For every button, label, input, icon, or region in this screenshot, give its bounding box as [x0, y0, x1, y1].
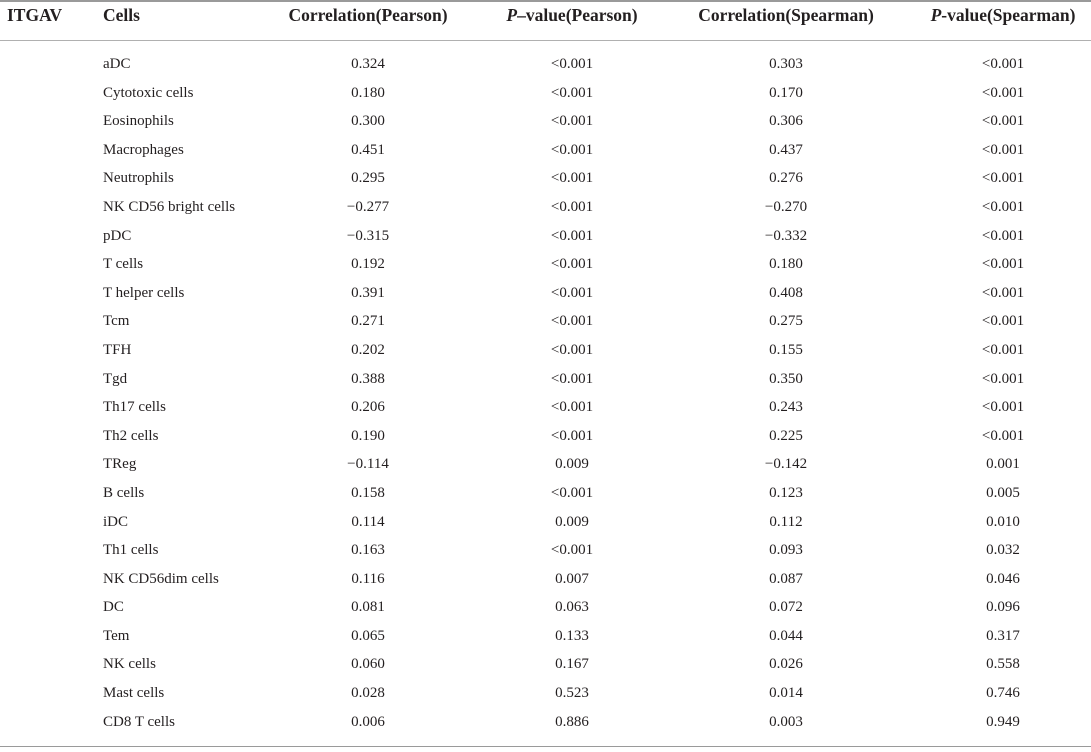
table-row — [0, 50, 1091, 79]
correlation-spearman-value: 0.072 — [769, 599, 803, 616]
correlation-spearman-value: 0.112 — [769, 513, 803, 530]
p-value-pearson-value: <0.001 — [550, 484, 594, 501]
p-value-spearman-value: <0.001 — [981, 370, 1025, 387]
table-row — [0, 164, 1091, 193]
correlation-pearson-value: 0.388 — [351, 370, 385, 387]
correlation-pearson-value: 0.180 — [351, 84, 385, 101]
cell-type: Neutrophils — [103, 170, 174, 187]
correlation-pearson-value: 0.295 — [351, 170, 385, 187]
table-row — [0, 107, 1091, 136]
correlation-spearman-value: 0.180 — [769, 256, 803, 273]
p-value-spearman-value: 0.317 — [986, 627, 1020, 644]
p-value-spearman-value: 0.096 — [986, 599, 1020, 616]
table-row — [0, 336, 1091, 365]
p-value-spearman-value: <0.001 — [981, 341, 1025, 358]
p-value-pearson-value: 0.009 — [555, 456, 589, 473]
correlation-pearson-value: 0.202 — [351, 341, 385, 358]
cell-type: Th17 cells — [103, 399, 166, 416]
header-correlation-pearson: Correlation(Pearson) — [288, 5, 448, 25]
table-row — [0, 679, 1091, 708]
correlation-pearson-value: −0.315 — [346, 227, 390, 244]
cell-type: Th2 cells — [103, 427, 159, 444]
p-value-pearson-value: <0.001 — [550, 427, 594, 444]
p-value-spearman-value: <0.001 — [981, 313, 1025, 330]
cell-type: CD8 T cells — [103, 713, 175, 730]
p-value-spearman-value: <0.001 — [981, 256, 1025, 273]
table-body — [0, 50, 1091, 736]
header-cells: Cells — [103, 5, 140, 25]
correlation-spearman-value: 0.276 — [769, 170, 803, 187]
cell-type: Mast cells — [103, 685, 165, 702]
p-value-pearson-value: <0.001 — [550, 341, 594, 358]
p-value-spearman-value: 0.046 — [986, 570, 1020, 587]
table-row — [0, 136, 1091, 165]
table-header-rule — [0, 40, 1091, 41]
cell-type: T helper cells — [103, 284, 185, 301]
p-value-spearman-value: <0.001 — [981, 170, 1025, 187]
cell-type: Tgd — [103, 370, 128, 387]
table-row — [0, 79, 1091, 108]
correlation-spearman-value: 0.350 — [769, 370, 803, 387]
p-value-pearson-value: <0.001 — [550, 313, 594, 330]
correlation-pearson-value: 0.114 — [351, 513, 385, 530]
table-row — [0, 593, 1091, 622]
p-value-spearman-value: 0.949 — [986, 713, 1020, 730]
cell-type: NK CD56dim cells — [103, 570, 219, 587]
correlation-spearman-value: −0.270 — [764, 198, 808, 215]
p-value-spearman-value: <0.001 — [981, 227, 1025, 244]
cell-type: Macrophages — [103, 141, 184, 158]
correlation-spearman-value: 0.044 — [769, 627, 803, 644]
cell-type: T cells — [103, 256, 144, 273]
cell-type: NK CD56 bright cells — [103, 198, 236, 215]
correlation-spearman-value: −0.332 — [764, 227, 808, 244]
correlation-spearman-value: 0.170 — [769, 84, 803, 101]
correlation-spearman-value: 0.087 — [769, 570, 803, 587]
correlation-pearson-value: 0.081 — [351, 599, 385, 616]
correlation-pearson-value: −0.277 — [346, 198, 390, 215]
correlation-pearson-value: 0.391 — [351, 284, 385, 301]
correlation-spearman-value: 0.014 — [769, 685, 803, 702]
table-row — [0, 393, 1091, 422]
correlation-spearman-value: 0.093 — [769, 542, 803, 559]
table-row — [0, 708, 1091, 737]
table-row — [0, 508, 1091, 537]
correlation-spearman-value: 0.026 — [769, 656, 803, 673]
p-value-spearman-value: <0.001 — [981, 399, 1025, 416]
cell-type: Eosinophils — [103, 113, 174, 130]
p-value-spearman-value: 0.558 — [986, 656, 1020, 673]
p-value-pearson-value: 0.133 — [555, 627, 589, 644]
p-value-pearson-value: <0.001 — [550, 227, 594, 244]
table-row — [0, 450, 1091, 479]
p-value-pearson-value: <0.001 — [550, 198, 594, 215]
p-value-pearson-value: 0.886 — [555, 713, 589, 730]
p-value-spearman-value: 0.001 — [986, 456, 1020, 473]
p-value-pearson-value: <0.001 — [550, 113, 594, 130]
correlation-pearson-value: −0.114 — [347, 456, 389, 473]
p-value-spearman-value: <0.001 — [981, 284, 1025, 301]
cell-type: pDC — [103, 227, 132, 244]
correlation-spearman-value: 0.408 — [769, 284, 803, 301]
header-p-value-spearman-rest: -value(Spearman) — [941, 5, 1076, 25]
p-value-spearman-value: <0.001 — [981, 141, 1025, 158]
cell-type: Tem — [103, 627, 130, 644]
table-header — [0, 0, 1091, 40]
table-row — [0, 650, 1091, 679]
p-value-pearson-value: 0.523 — [555, 685, 589, 702]
correlation-spearman-value: 0.155 — [769, 341, 803, 358]
header-p-value-spearman — [931, 2, 1076, 28]
p-value-spearman-value: 0.010 — [986, 513, 1020, 530]
p-value-pearson-value: <0.001 — [550, 170, 594, 187]
correlation-pearson-value: 0.271 — [351, 313, 385, 330]
p-value-pearson-value: 0.063 — [555, 599, 589, 616]
p-value-pearson-value: 0.167 — [555, 656, 589, 673]
p-value-spearman-value: <0.001 — [981, 198, 1025, 215]
table-row — [0, 422, 1091, 451]
cell-type: Th1 cells — [103, 542, 159, 559]
correlation-pearson-value: 0.451 — [351, 141, 385, 158]
correlation-spearman-value: 0.303 — [769, 56, 803, 72]
correlation-spearman-value: 0.275 — [769, 313, 803, 330]
correlation-pearson-value: 0.300 — [351, 113, 385, 130]
correlation-spearman-value: 0.306 — [769, 113, 803, 130]
correlation-spearman-value: 0.003 — [769, 713, 803, 730]
table-row — [0, 479, 1091, 508]
header-p-italic: P — [930, 5, 942, 25]
table-bottom-rule — [0, 746, 1091, 747]
header-correlation-spearman: Correlation(Spearman) — [698, 5, 874, 25]
p-value-pearson-value: <0.001 — [550, 56, 594, 72]
table-row — [0, 222, 1091, 251]
cell-type: TReg — [103, 456, 137, 473]
header-p-italic: P — [506, 5, 518, 25]
correlation-spearman-value: 0.225 — [769, 427, 803, 444]
table-row — [0, 622, 1091, 651]
correlation-pearson-value: 0.158 — [351, 484, 385, 501]
header-p-value-pearson — [506, 2, 637, 28]
p-value-spearman-value: 0.005 — [986, 484, 1020, 501]
p-value-pearson-value: <0.001 — [550, 370, 594, 387]
table-row — [0, 536, 1091, 565]
cell-type: iDC — [103, 513, 129, 530]
correlation-spearman-value: −0.142 — [764, 456, 808, 473]
correlation-pearson-value: 0.206 — [351, 399, 385, 416]
correlation-spearman-value: 0.437 — [769, 141, 803, 158]
p-value-pearson-value: <0.001 — [550, 256, 594, 273]
correlation-spearman-value: 0.243 — [769, 399, 803, 416]
table-row — [0, 193, 1091, 222]
table-row — [0, 365, 1091, 394]
p-value-pearson-value: <0.001 — [550, 284, 594, 301]
p-value-pearson-value: 0.007 — [555, 570, 589, 587]
correlation-pearson-value: 0.028 — [351, 685, 385, 702]
cell-type: Tcm — [103, 313, 130, 330]
table-row — [0, 250, 1091, 279]
p-value-spearman-value: <0.001 — [981, 427, 1025, 444]
table-row — [0, 279, 1091, 308]
table-row — [0, 565, 1091, 594]
cell-type: Cytotoxic cells — [103, 84, 194, 101]
correlation-pearson-value: 0.190 — [351, 427, 385, 444]
correlation-pearson-value: 0.163 — [351, 542, 385, 559]
header-p-value-pearson-rest: –value(Pearson) — [517, 5, 638, 25]
cell-type: B cells — [103, 484, 145, 501]
cell-type: aDC — [103, 56, 131, 72]
p-value-pearson-value: 0.009 — [555, 513, 589, 530]
correlation-spearman-value: 0.123 — [769, 484, 803, 501]
correlation-pearson-value: 0.324 — [351, 56, 385, 72]
p-value-pearson-value: <0.001 — [550, 399, 594, 416]
correlation-pearson-value: 0.116 — [351, 570, 385, 587]
correlation-pearson-value: 0.065 — [351, 627, 385, 644]
p-value-spearman-value: 0.032 — [986, 542, 1020, 559]
cell-type: DC — [103, 599, 124, 616]
p-value-spearman-value: <0.001 — [981, 84, 1025, 101]
correlation-pearson-value: 0.192 — [351, 256, 385, 273]
p-value-pearson-value: <0.001 — [550, 542, 594, 559]
table-row — [0, 307, 1091, 336]
header-gene: ITGAV — [7, 5, 63, 25]
p-value-spearman-value: <0.001 — [981, 56, 1025, 72]
p-value-spearman-value: <0.001 — [981, 113, 1025, 130]
correlation-pearson-value: 0.060 — [351, 656, 385, 673]
cell-type: TFH — [103, 341, 132, 358]
p-value-pearson-value: <0.001 — [550, 84, 594, 101]
cell-type: NK cells — [103, 656, 156, 673]
p-value-pearson-value: <0.001 — [550, 141, 594, 158]
p-value-spearman-value: 0.746 — [986, 685, 1020, 702]
correlation-pearson-value: 0.006 — [351, 713, 385, 730]
